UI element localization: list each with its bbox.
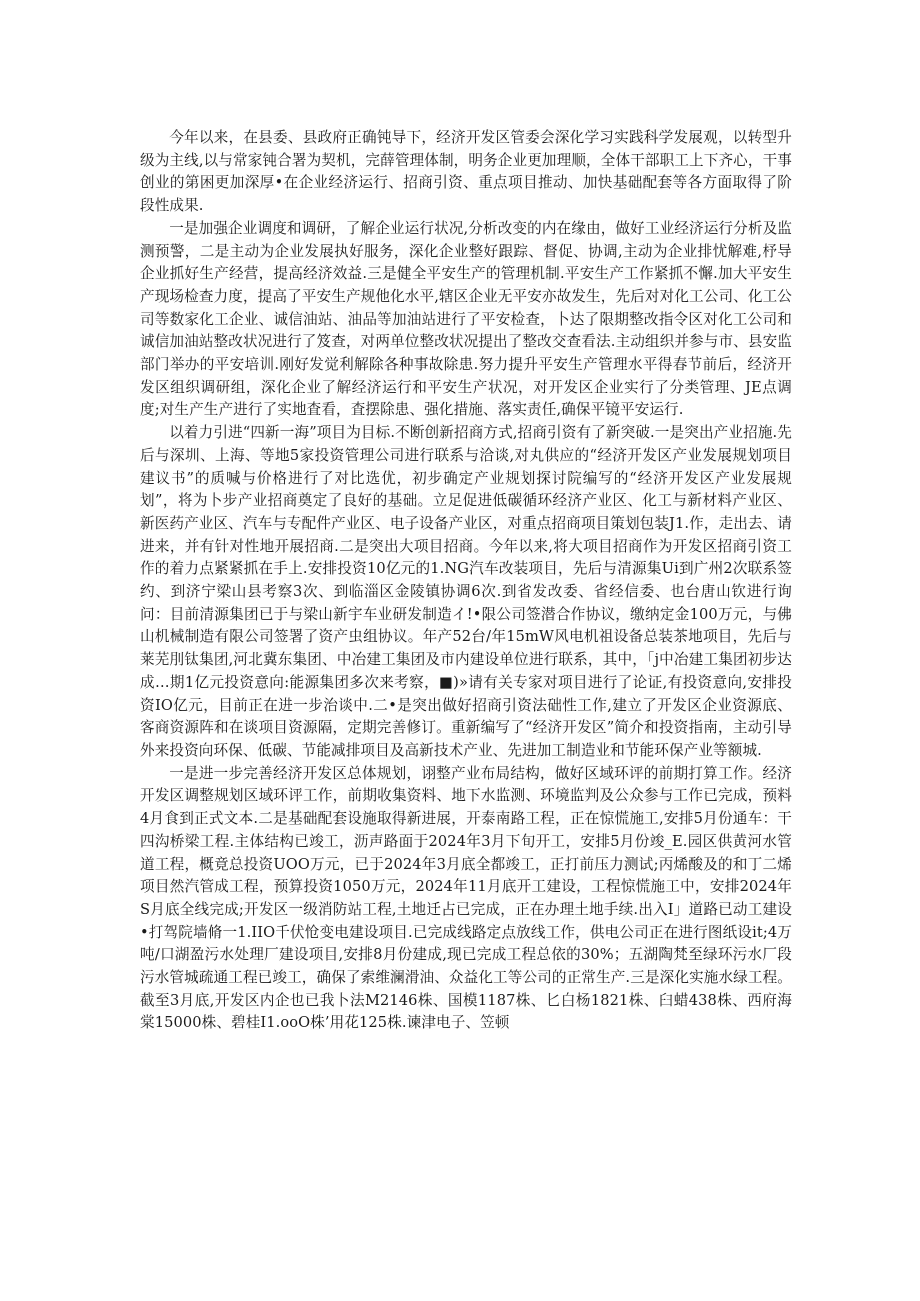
document-body <box>140 127 792 1035</box>
paragraph-enterprise-safety: 一是加强企业调度和调研，了解企业运行状况,分析改变的内在缘由，做好工业经济运行分析及监测预警，二是主动为企业发展执好服务，深化企业整好跟踪、督促、协调,主动为企业排忧解难,杼导企业抓好生产经营，提高经济效益.三是健全平安生产的管理机制.平安生产工作紧抓不懈.加大平安生产现场检查力度，提高了平安生产规他化水平,辖区企业无平安亦故发生，先后对对化工公司、化工公司等数家化工企业、诚信油站、油品等加油站进行了平安检查，卜达了限期整改指令区对化工公司和诚信加油站整改状况进行了笈查，对两单位整改状况提出了整改交查看法.主动组织并参与市、县安监部门举办的平安培训.刚好发觉利解除各种事故除患.努力提升平安生产管理水平得春节前后，经济开发区组织调研组，深化企业了解经济运行和平安生产状况，对开发区企业实行了分类管理、JE点调度;对生产生产进行了实地査看，査摆除患、强化措施、落实责任,确保平镜平安运行. <box>140 219 792 419</box>
paragraph-investment-promotion: 以着力引进“四新一海”项目为目标.不断创新招商方式,招商引资有了新突破.一是突出产业招施.先后与深圳、上海、等地5家投资管理公司进行联系与洽谈,对丸供应的“经济开发区产业发展规划项目建议书”的质喊与价格进行了对比选优，初步确定产业规划探讨院编写的“经济开发区产业发展规划”，将为卜步产业招商奠定了良好的基础。立足促进低碳循环经济产业区、化工与新材料产业区、新医药产业区、汽车与专配件产业区、电子设备产业区，对重点招商项目策划包装J1.作，走出去、请进来，并有针对性地开展招商.二是突出大项目招商。今年以来,将大项目招商作为开发区招商引资工作的着力点紧紧抓在手上.安排投资10亿元的1.NG汽车改装项目，先后与清源集Ui到广州2次联系签约、到济宁梁山县考察3次、到临淄区金陵镇协调6次.到省发改委、省经信委、也台唐山钦进行询问：目前清源集团已于与梁山新宇车业研发制造イ!•限公司签潜合作协议，缴纳定金100万元，与佛山机械制造有限公司签署了资产虫组协议。年产52台/年15mW风电机祖设备总装茶地项目，先后与莱芜刖钛集团,河北冀东集团、中冶建工集团及市内建设单位进行联系，其中，「j中冶建工集团初步达成…期1亿元投资意向:能源集团多次来考察，■)»请有关专家对项目进行了论证,有投资意向,安排投资IO亿元，目前正在进一步治谈中.二•是突出做好招商引资法础性工作,建立了开发区企业资源底、客商资源阵和在谈项目资源隔，定期完善修订。重新编写了“经济开发区”简介和投资指南，主动引导外来投资向环保、低碳、节能减排项目及高新技术产业、先进加工制造业和节能环保产业等额城. <box>140 424 792 759</box>
paragraph-intro: 今年以来，在县委、县政府正确钝导下，经济开发区管委会深化学习实践科学发展观，以转型升级为主线,以与常家钝合署为契机，完薛管理体制，明务企业更加理顺，全体干部职工上下齐心，干事创业的第困更加深厚•在企业经济运行、招商引资、重点项目推动、加快基础配套等各方面取得了阶段性成果. <box>140 129 792 215</box>
paragraph-infrastructure: 一是进一步完善经济开发区总体规划，诩整产业布局结构，做好区域环评的前期打算工作。经济开发区调整规划区域环评工作，前期收集资料、地下水监测、环境监判及公众参与工作已完成，预料4月食到正式文本.二是基础配套设施取得新进展，开泰南路工程，正在惊慌施工,安排5月份通车：干四沟桥梁工程.主体结构已竣工，沥声路面于2024年3月下旬开工，安排5月份竣_E.园区供黄河水管道工程，概竟总投资UOO万元，已于2024年3月底全都竣工，正打前压力测试;丙烯酸及的和丁二烯项目然汽管成工程，预算投资1050万元，2024年11月底开工建设，工程惊慌施工中，安排2024年S月底全线完成;开发区一级消防站工程,土地迁占已完成，正在办理土地手续.出入I」道路已动工建设•打驾院墙脩一1.IIO千伏怆变电建设项目.已完成线路定点放线工作，供电公司正在进行图纸设it;4万吨/口湖盈污水处理厂建设项目,安排8月份建成,现已完成工程总依的30%；五湖陶梵至绿环污水厂段污水管城疏通工程已竣工，确保了索维澜滑油、众益化工等公司的正常生产.三是深化实施水绿工程。截至3月底,开发区内企也已我卜法M2146株、国模1187株、匕白杨1821株、臼蜡438株、西府海棠15000株、碧桂I1.ooO株’用花125株.谏津电子、笠顿 <box>140 764 792 1032</box>
